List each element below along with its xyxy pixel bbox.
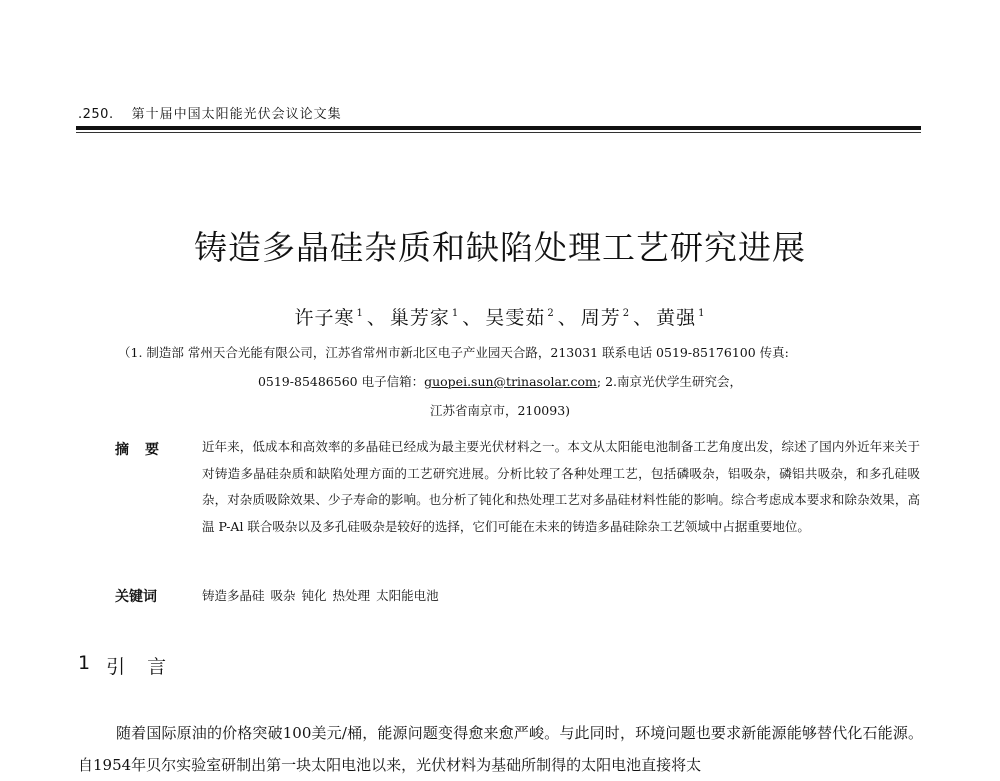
keyword: 铸造多晶硅 — [202, 588, 265, 603]
affiliation-line-2 — [0, 372, 1000, 390]
conference-name: 第十届中国太阳能光伏会议论文集 — [131, 107, 342, 122]
author-affiliation-mark: 2 — [622, 308, 631, 319]
abstract-label: 摘要 — [115, 442, 175, 458]
keyword: 太阳能电池 — [376, 588, 439, 603]
keywords-label: 关键词 — [115, 589, 157, 605]
keyword: 钝化 — [301, 588, 327, 603]
author-name: 周芳 — [580, 307, 621, 329]
affiliation-line-1: （1. 制造部 常州天合光能有限公司，江苏省常州市新北区电子产业园天合路，213031 联系电话 0519-85176100 传真: — [118, 345, 789, 360]
author-name: 许子寒 — [294, 307, 355, 329]
body-paragraph: 随着国际原油的价格突破100美元/桶，能源问题变得愈来愈严峻。与此同时，环境问题也要求新能源能够替代化石能源。自1954年贝尔实验室研制出第一块太阳电池以来，光伏材料为基础所制得的太阳电池直接将太 — [78, 724, 923, 774]
abstract-text: 近年来，低成本和高效率的多晶硅已经成为最主要光伏材料之一。本文从太阳能电池制备工艺角度出发，综述了国内外近年来关于对铸造多晶硅杂质和缺陷处理方面的工艺研究进展。分析比较了各种处理工艺，包括磷吸杂，铝吸杂，磷铝共吸杂，和多孔硅吸杂，对杂质吸除效果、少子寿命的影响。也分析了钝化和热处理工艺对多晶硅材料性能的影响。综合考虑成本要求和除杂效果，高温 P-Al 联合吸杂以及多孔硅吸杂是较好的选择，它们可能在未来的铸造多晶硅除杂工艺领域中占据重要地位。 — [202, 439, 920, 534]
author-separator: 、 — [633, 307, 654, 329]
header-rule-thin — [76, 132, 921, 133]
email-link[interactable]: guopei.sun@trinasolar.com — [424, 374, 597, 389]
affiliation-contact: 0519-85486560 电子信箱： — [257, 374, 425, 389]
running-header — [78, 103, 342, 122]
keywords-list — [202, 586, 439, 604]
header-rule-thick — [76, 126, 921, 130]
page-number: .250. — [78, 107, 114, 122]
affiliation-line-3: 江苏省南京市，210093) — [429, 403, 571, 418]
author-affiliation-mark: 1 — [698, 308, 706, 319]
author-separator: 、 — [462, 307, 483, 329]
author-separator: 、 — [557, 307, 578, 329]
author-affiliation-mark: 1 — [356, 308, 364, 319]
keyword: 吸杂 — [270, 588, 296, 603]
keyword: 热处理 — [332, 588, 371, 603]
author-affiliation-mark: 2 — [547, 308, 555, 319]
section-number: 1 — [78, 652, 91, 674]
affiliation-second: ; 2.南京光伏学生研究会， — [596, 374, 743, 389]
section-heading — [78, 652, 188, 679]
author-name: 黄强 — [656, 307, 697, 329]
section-title: 引言 — [106, 656, 189, 678]
author-list — [0, 303, 1000, 330]
author-affiliation-mark: 1 — [451, 308, 460, 319]
author-name: 巢芳家 — [389, 307, 450, 329]
author-name: 吴雯茹 — [485, 307, 546, 329]
paper-title: 铸造多晶硅杂质和缺陷处理工艺研究进展 — [194, 228, 806, 267]
author-separator: 、 — [366, 307, 387, 329]
